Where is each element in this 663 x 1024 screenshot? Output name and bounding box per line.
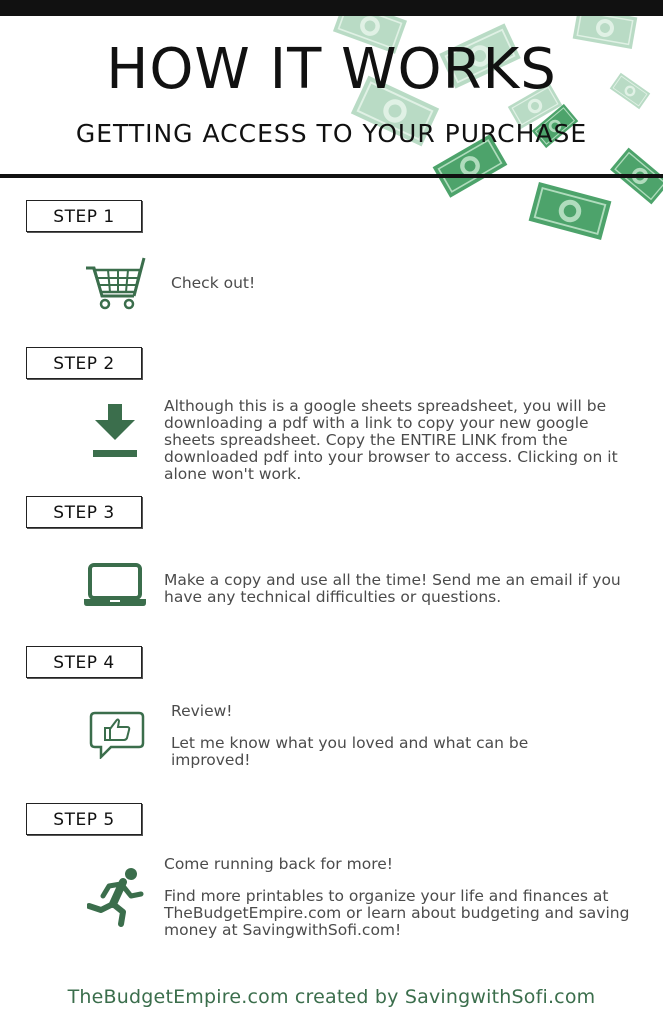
step-2-text: Although this is a google sheets spreadsheet, you will be downloading a pdf with a link to copy your new google sheets spreadsheet. Copy the ENTIRE LINK from the downloaded pdf into your browser to access. Clicking on it alone won't work. (164, 397, 618, 483)
step-3-label: STEP 3 (26, 496, 142, 528)
shopping-cart-icon (84, 254, 146, 312)
step-1-label: STEP 1 (26, 200, 142, 232)
step-4-label: STEP 4 (26, 646, 142, 678)
step-5-text-1: Come running back for more! (164, 855, 393, 873)
footer-text: TheBudgetEmpire.com created by SavingwithSofi.com (67, 986, 596, 1008)
download-icon (93, 404, 137, 460)
thumbs-up-bubble-icon (89, 711, 145, 759)
step-4-text-1: Review! (171, 702, 233, 720)
step-5-label: STEP 5 (26, 803, 142, 835)
header-divider (0, 174, 663, 178)
page-subtitle: GETTING ACCESS TO YOUR PURCHASE (75, 119, 588, 148)
step-3-text: Make a copy and use all the time! Send me an email if you have any technical difficulties or questions. (164, 571, 621, 606)
step-2-label: STEP 2 (26, 347, 142, 379)
running-person-icon (87, 866, 149, 928)
step-4-text-2: Let me know what you loved and what can be improved! (171, 734, 529, 769)
top-bar (0, 0, 663, 16)
step-5-text-2: Find more printables to organize your life and finances at TheBudgetEmpire.com or learn about budgeting and saving money at SavingwithSofi.com! (164, 887, 630, 939)
laptop-icon (84, 563, 146, 607)
step-1-text: Check out! (171, 274, 256, 292)
page-title: HOW IT WORKS (106, 37, 557, 102)
